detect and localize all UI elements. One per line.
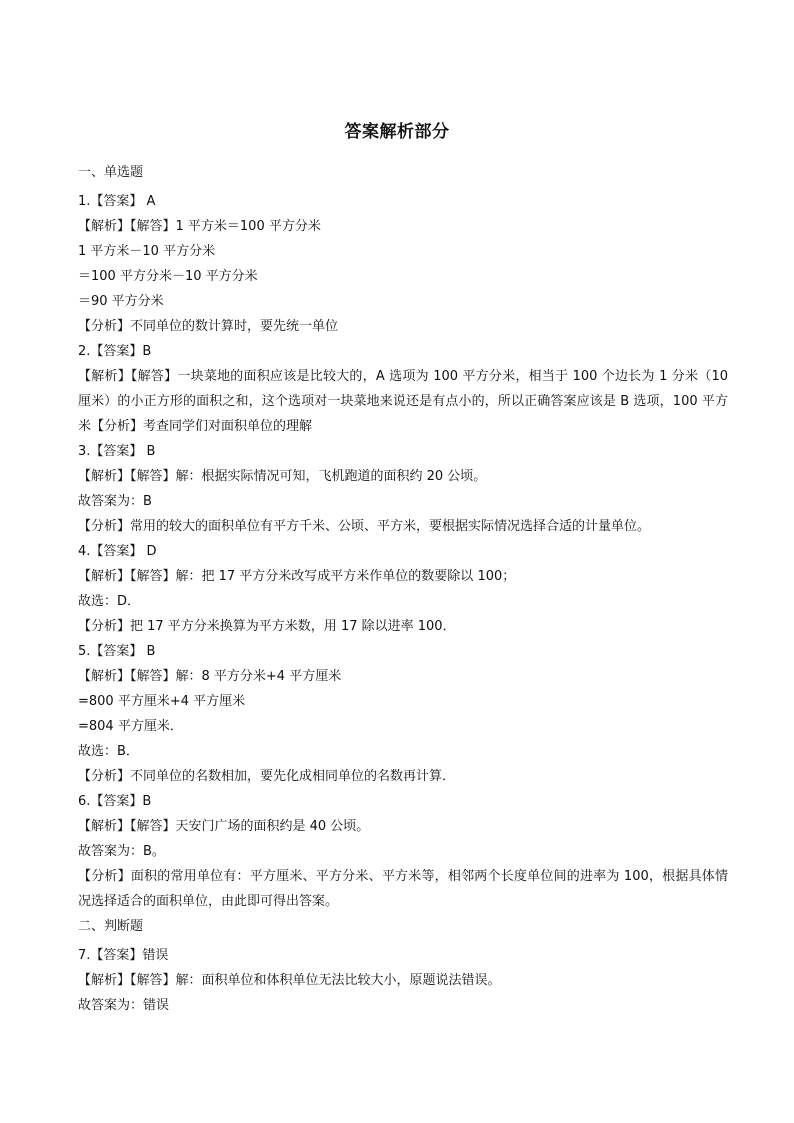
answer-item-4: [78, 539, 728, 639]
explanation-line: =800 平方厘米+4 平方厘米: [78, 694, 246, 709]
answer-content: [78, 160, 728, 1018]
analysis-line: 【分析】不同单位的名数相加，要先化成相同单位的名数再计算．: [78, 769, 456, 784]
explanation-line: ＝100 平方分米－10 平方分米: [78, 269, 258, 284]
section-heading-true-false: 二、判断题: [78, 919, 144, 934]
section-heading-single-choice: 一、单选题: [78, 165, 144, 180]
result-line: 故选：B．: [78, 744, 139, 759]
answer-line: 5.【答案】 B: [78, 644, 156, 659]
explanation-line: 【解析】【解答】1 平方米＝100 平方分米: [78, 219, 321, 234]
explanation-line: 【解析】【解答】解：面积单位和体积单位无法比较大小，原题说法错误。: [78, 973, 501, 988]
explanation-paragraph: 【解析】【解答】一块菜地的面积应该是比较大的，A 选项为 100 平方分米，相当于 100 个边长为 1 分米（10 厘米）的小正方形的面积之和，这个选项对一块菜地来说还是有点小的，所以正确答案应该是 B 选项，100 平方米【分析】考查同学们对面积单位的理解: [78, 369, 728, 434]
answer-line: 6.【答案】B: [78, 794, 152, 809]
result-line: 故选：D．: [78, 594, 141, 609]
result-line: 故答案为：错误: [78, 998, 170, 1013]
answer-item-6: [78, 789, 728, 914]
explanation-line: =804 平方厘米．: [78, 719, 183, 734]
analysis-line: 【分析】不同单位的数计算时，要先统一单位: [78, 319, 339, 334]
explanation-line: ＝90 平方分米: [78, 294, 164, 309]
answer-item-7: [78, 943, 728, 1018]
answer-line: 3.【答案】 B: [78, 444, 156, 459]
answer-line: 1.【答案】 A: [78, 194, 156, 209]
answer-item-1: [78, 189, 728, 339]
explanation-line: 【解析】【解答】天安门广场的面积约是 40 公顷。: [78, 819, 370, 834]
result-line: 故答案为：B: [78, 494, 152, 509]
result-line: 故答案为：B。: [78, 844, 165, 859]
analysis-line: 【分析】把 17 平方分米换算为平方米数，用 17 除以进率 100．: [78, 619, 456, 634]
explanation-line: 【解析】【解答】解：8 平方分米+4 平方厘米: [78, 669, 342, 684]
answer-item-5: [78, 639, 728, 789]
analysis-line: 【分析】常用的较大的面积单位有平方千米、公顷、平方米，要根据实际情况选择合适的计量单位。: [78, 519, 651, 534]
explanation-line: 【解析】【解答】解：把 17 平方分米改写成平方米作单位的数要除以 100；: [78, 569, 516, 584]
answer-line: 7.【答案】错误: [78, 948, 169, 963]
answer-item-2: [78, 339, 728, 439]
answer-line: 4.【答案】 D: [78, 544, 157, 559]
explanation-line: 【解析】【解答】解：根据实际情况可知，飞机跑道的面积约 20 公顷。: [78, 469, 487, 484]
analysis-paragraph: 【分析】面积的常用单位有：平方厘米、平方分米、平方米等，相邻两个长度单位间的进率为 100，根据具体情况选择适合的面积单位，由此即可得出答案。: [78, 869, 728, 909]
explanation-line: 1 平方米－10 平方分米: [78, 244, 216, 259]
answer-item-3: [78, 439, 728, 539]
page-title: 答案解析部分: [344, 122, 450, 142]
answer-line: 2.【答案】B: [78, 344, 152, 359]
